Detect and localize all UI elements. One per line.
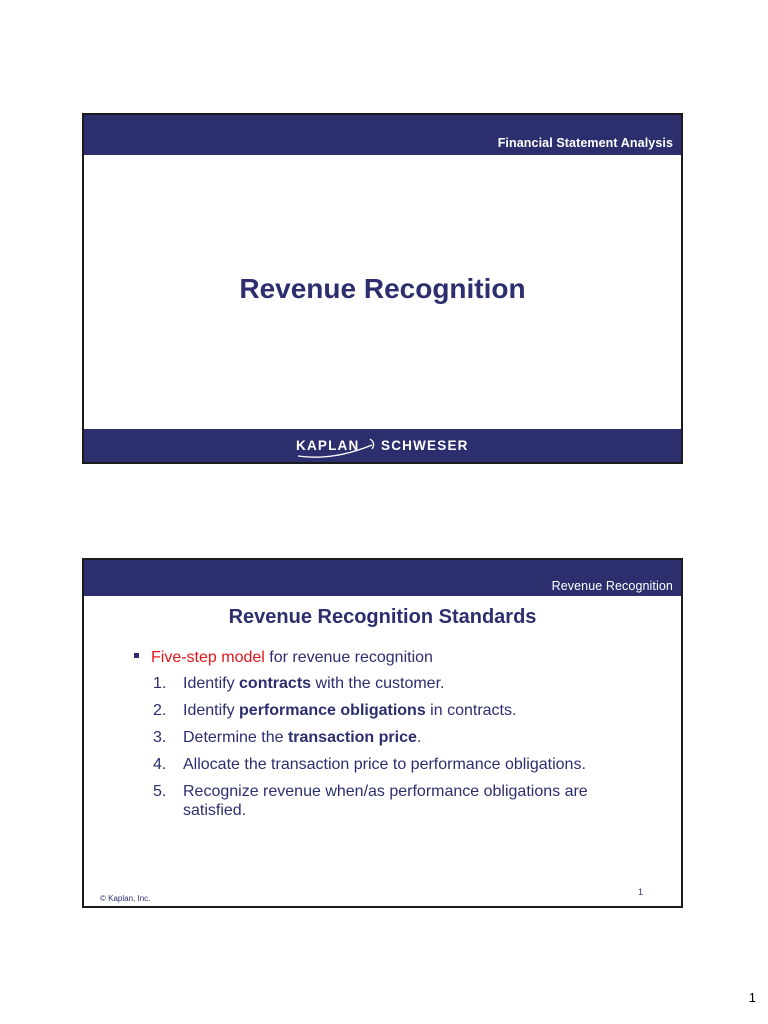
logo-text-kaplan: KAPLAN xyxy=(295,438,359,453)
slide-header-text: Financial Statement Analysis xyxy=(497,136,673,150)
bullet-item xyxy=(134,649,433,667)
steps-list xyxy=(153,674,653,828)
step-number: 3. xyxy=(153,729,167,746)
slide-header-text: Revenue Recognition xyxy=(551,579,673,593)
step-number: 1. xyxy=(153,675,167,692)
title-slide xyxy=(82,113,683,464)
slide-number: 1 xyxy=(637,887,643,897)
step-number: 2. xyxy=(153,702,167,719)
bullet-text: for revenue recognition xyxy=(264,649,433,666)
step-text: Determine the transaction price. xyxy=(183,729,422,746)
content-slide xyxy=(82,558,683,908)
step-text: Identify performance obligations in contracts. xyxy=(183,702,517,719)
copyright-text: © Kaplan, Inc. xyxy=(100,894,151,903)
slide-title: Revenue Recognition xyxy=(239,273,526,304)
step-item xyxy=(153,755,653,774)
step-item xyxy=(153,674,653,693)
step-number: 5. xyxy=(153,783,167,800)
step-item xyxy=(153,728,653,747)
kaplan-schweser-logo xyxy=(288,429,478,462)
step-number: 4. xyxy=(153,756,167,773)
square-bullet-icon xyxy=(134,653,139,658)
slide-title: Revenue Recognition Standards xyxy=(228,606,537,628)
step-text: Recognize revenue when/as performance obligations are satisfied. xyxy=(183,783,588,819)
page-number: 1 xyxy=(748,990,756,1005)
slide-header-bar xyxy=(84,560,681,596)
logo-text-schweser: SCHWESER xyxy=(380,438,469,453)
step-text: Identify contracts with the customer. xyxy=(183,675,445,692)
step-item xyxy=(153,701,653,720)
bullet-highlight: Five-step model xyxy=(151,649,265,666)
slide-footer-bar xyxy=(84,429,681,462)
step-item xyxy=(153,782,653,820)
slide-header-bar xyxy=(84,115,681,155)
step-text: Allocate the transaction price to performance obligations. xyxy=(183,756,586,773)
